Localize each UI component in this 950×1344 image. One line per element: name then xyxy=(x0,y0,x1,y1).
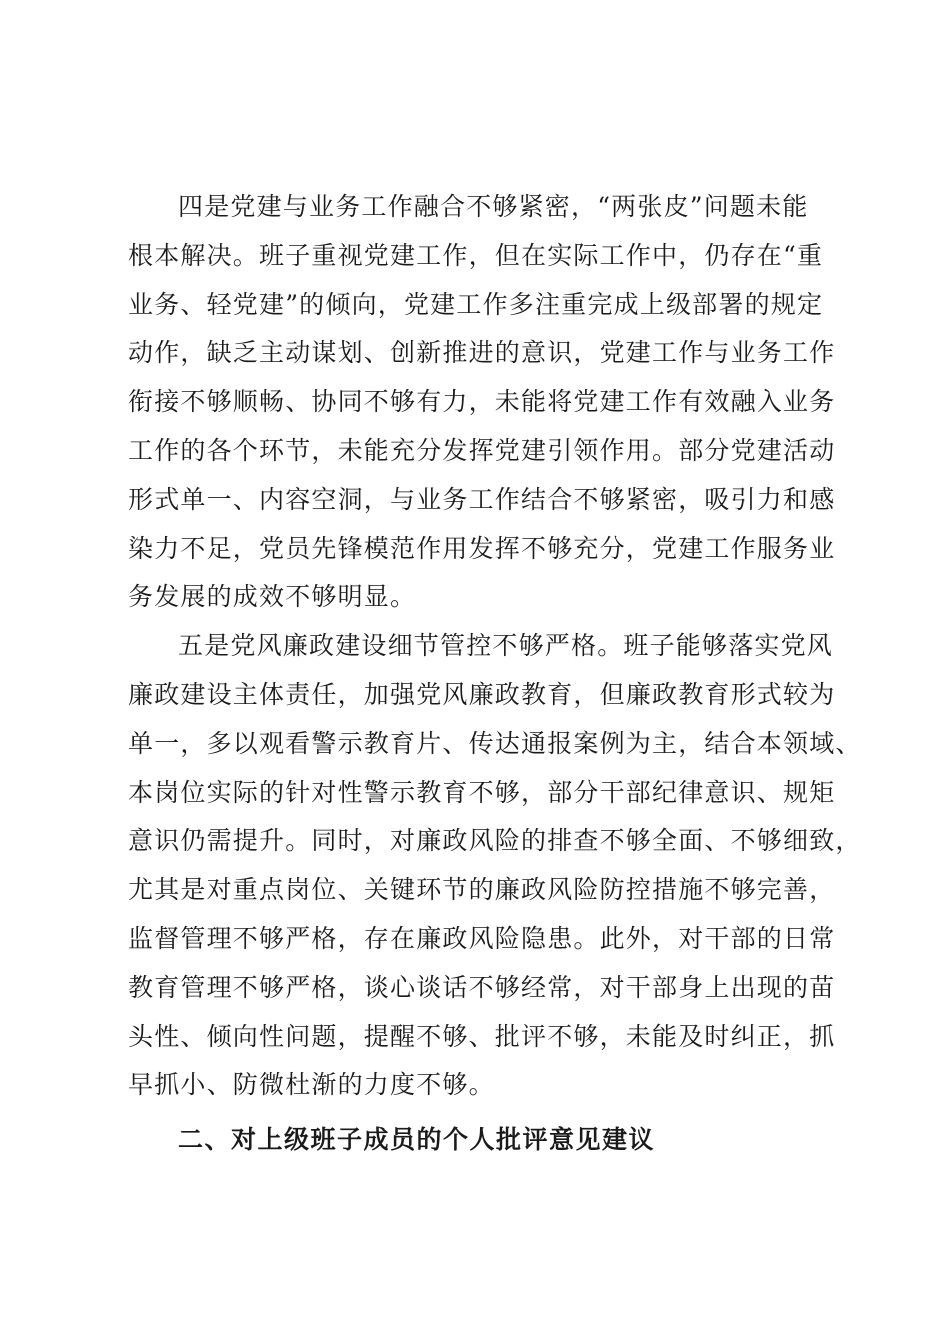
paragraph-line: 教育管理不够严格，谈心谈话不够经常，对干部身上出现的苗 xyxy=(128,972,836,1002)
paragraph-line: 头性、倾向性问题，提醒不够、批评不够，未能及时纠正，抓 xyxy=(128,1021,836,1051)
section-heading: 二、对上级班子成员的个人批评意见建议 xyxy=(178,1125,656,1155)
paragraph-line: 形式单一、内容空洞，与业务工作结合不够紧密，吸引力和感 xyxy=(128,484,836,514)
paragraph-line: 衔接不够顺畅、协同不够有力，未能将党建工作有效融入业务 xyxy=(128,387,836,417)
paragraph-line: 业务、轻党建”的倾向，党建工作多注重完成上级部署的规定 xyxy=(128,289,824,319)
paragraph-line: 监督管理不够严格，存在廉政风险隐患。此外，对干部的日常 xyxy=(128,923,836,953)
paragraph-line: 单一，多以观看警示教育片、传达通报案例为主，结合本领域、 xyxy=(128,728,862,758)
paragraph-4 xyxy=(128,183,848,622)
paragraph-line: 务发展的成效不够明显。 xyxy=(128,582,417,612)
paragraph-line: 尤其是对重点岗位、关键环节的廉政风险防控措施不够完善， xyxy=(128,875,836,905)
paragraph-line: 根本解决。班子重视党建工作，但在实际工作中，仍存在“重 xyxy=(128,240,824,270)
paragraph-line: 染力不足，党员先锋模范作用发挥不够充分，党建工作服务业 xyxy=(128,533,836,563)
paragraph-line: 四是党建与业务工作融合不够紧密，“两张皮”问题未能 xyxy=(178,192,809,221)
paragraph-5 xyxy=(128,622,862,1110)
paragraph-line: 意识仍需提升。同时，对廉政风险的排查不够全面、不够细致， xyxy=(128,826,862,856)
paragraph-line: 五是党风廉政建设细节管控不够严格。班子能够落实党风 xyxy=(178,631,834,661)
document-body xyxy=(128,183,862,1165)
paragraph-line: 工作的各个环节，未能充分发挥党建引领作用。部分党建活动 xyxy=(128,435,836,465)
paragraph-line: 廉政建设主体责任，加强党风廉政教育，但廉政教育形式较为 xyxy=(128,679,836,709)
paragraph-line: 早抓小、防微杜渐的力度不够。 xyxy=(128,1070,495,1100)
paragraph-line: 本岗位实际的针对性警示教育不够，部分干部纪律意识、规矩 xyxy=(128,777,836,807)
paragraph-line: 动作，缺乏主动谋划、创新推进的意识，党建工作与业务工作 xyxy=(128,338,836,368)
